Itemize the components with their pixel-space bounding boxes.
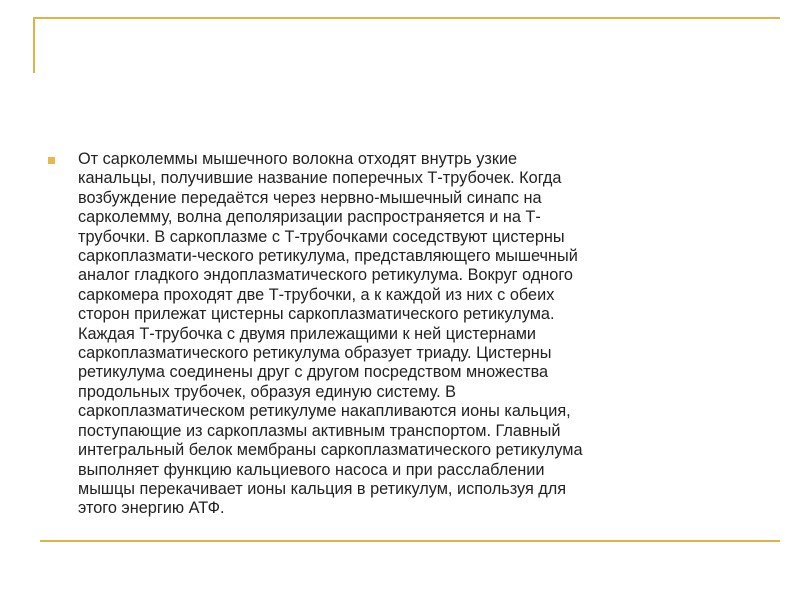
paragraph-text — [78, 150, 746, 519]
text-line: саркоплазматическом ретикулуме накапливаются ионы кальция, — [78, 402, 571, 421]
text-line: интегральный белок мембраны саркоплазматического ретикулума — [78, 441, 583, 460]
text-line: саркоплазмати-ческого ретикулума, представляющего мышечный — [78, 247, 578, 266]
text-line: сторон прилежат цистерны саркоплазматического ретикулума. — [78, 305, 555, 324]
text-line: саркомера проходят две Т-трубочки, а к каждой из них с обеих — [78, 285, 555, 304]
text-line: аналог гладкого эндоплазматического ретикулума. Вокруг одного — [78, 266, 573, 285]
text-line: этого энергию АТФ. — [78, 499, 225, 518]
text-line: выполняет функцию кальциевого насоса и при расслаблении — [78, 460, 545, 479]
left-decorative-line — [33, 17, 35, 73]
text-line: От сарколеммы мышечного волокна отходят внутрь узкие — [78, 150, 518, 168]
text-line: ретикулума соединены друг с другом посредством множества — [78, 363, 549, 382]
slide-content — [46, 150, 746, 519]
text-line: сарколемму, волна деполяризации распространяется и на Т- — [78, 208, 541, 227]
text-line: продольных трубочек, образуя единую систему. В — [78, 382, 457, 401]
text-line: Каждая Т-трубочка с двумя прилежащими к ней цистернами — [78, 324, 537, 343]
text-line: канальцы, получившие название поперечных Т-трубочек. Когда — [78, 169, 562, 188]
text-line: мышцы перекачивает ионы кальция в ретикулум, используя для — [78, 479, 567, 498]
top-decorative-line — [33, 17, 780, 19]
text-line: саркоплазматического ретикулума образует триаду. Цистерны — [78, 344, 552, 363]
text-line: трубочки. В саркоплазме с Т-трубочками соседствуют цистерны — [78, 227, 565, 246]
text-line: поступающие из саркоплазмы активным транспортом. Главный — [78, 421, 561, 440]
square-bullet-icon — [48, 157, 55, 164]
bullet-item — [46, 150, 746, 519]
bottom-decorative-line — [40, 540, 780, 542]
text-line: возбуждение передаётся через нервно-мышечный синапс на — [78, 188, 542, 207]
